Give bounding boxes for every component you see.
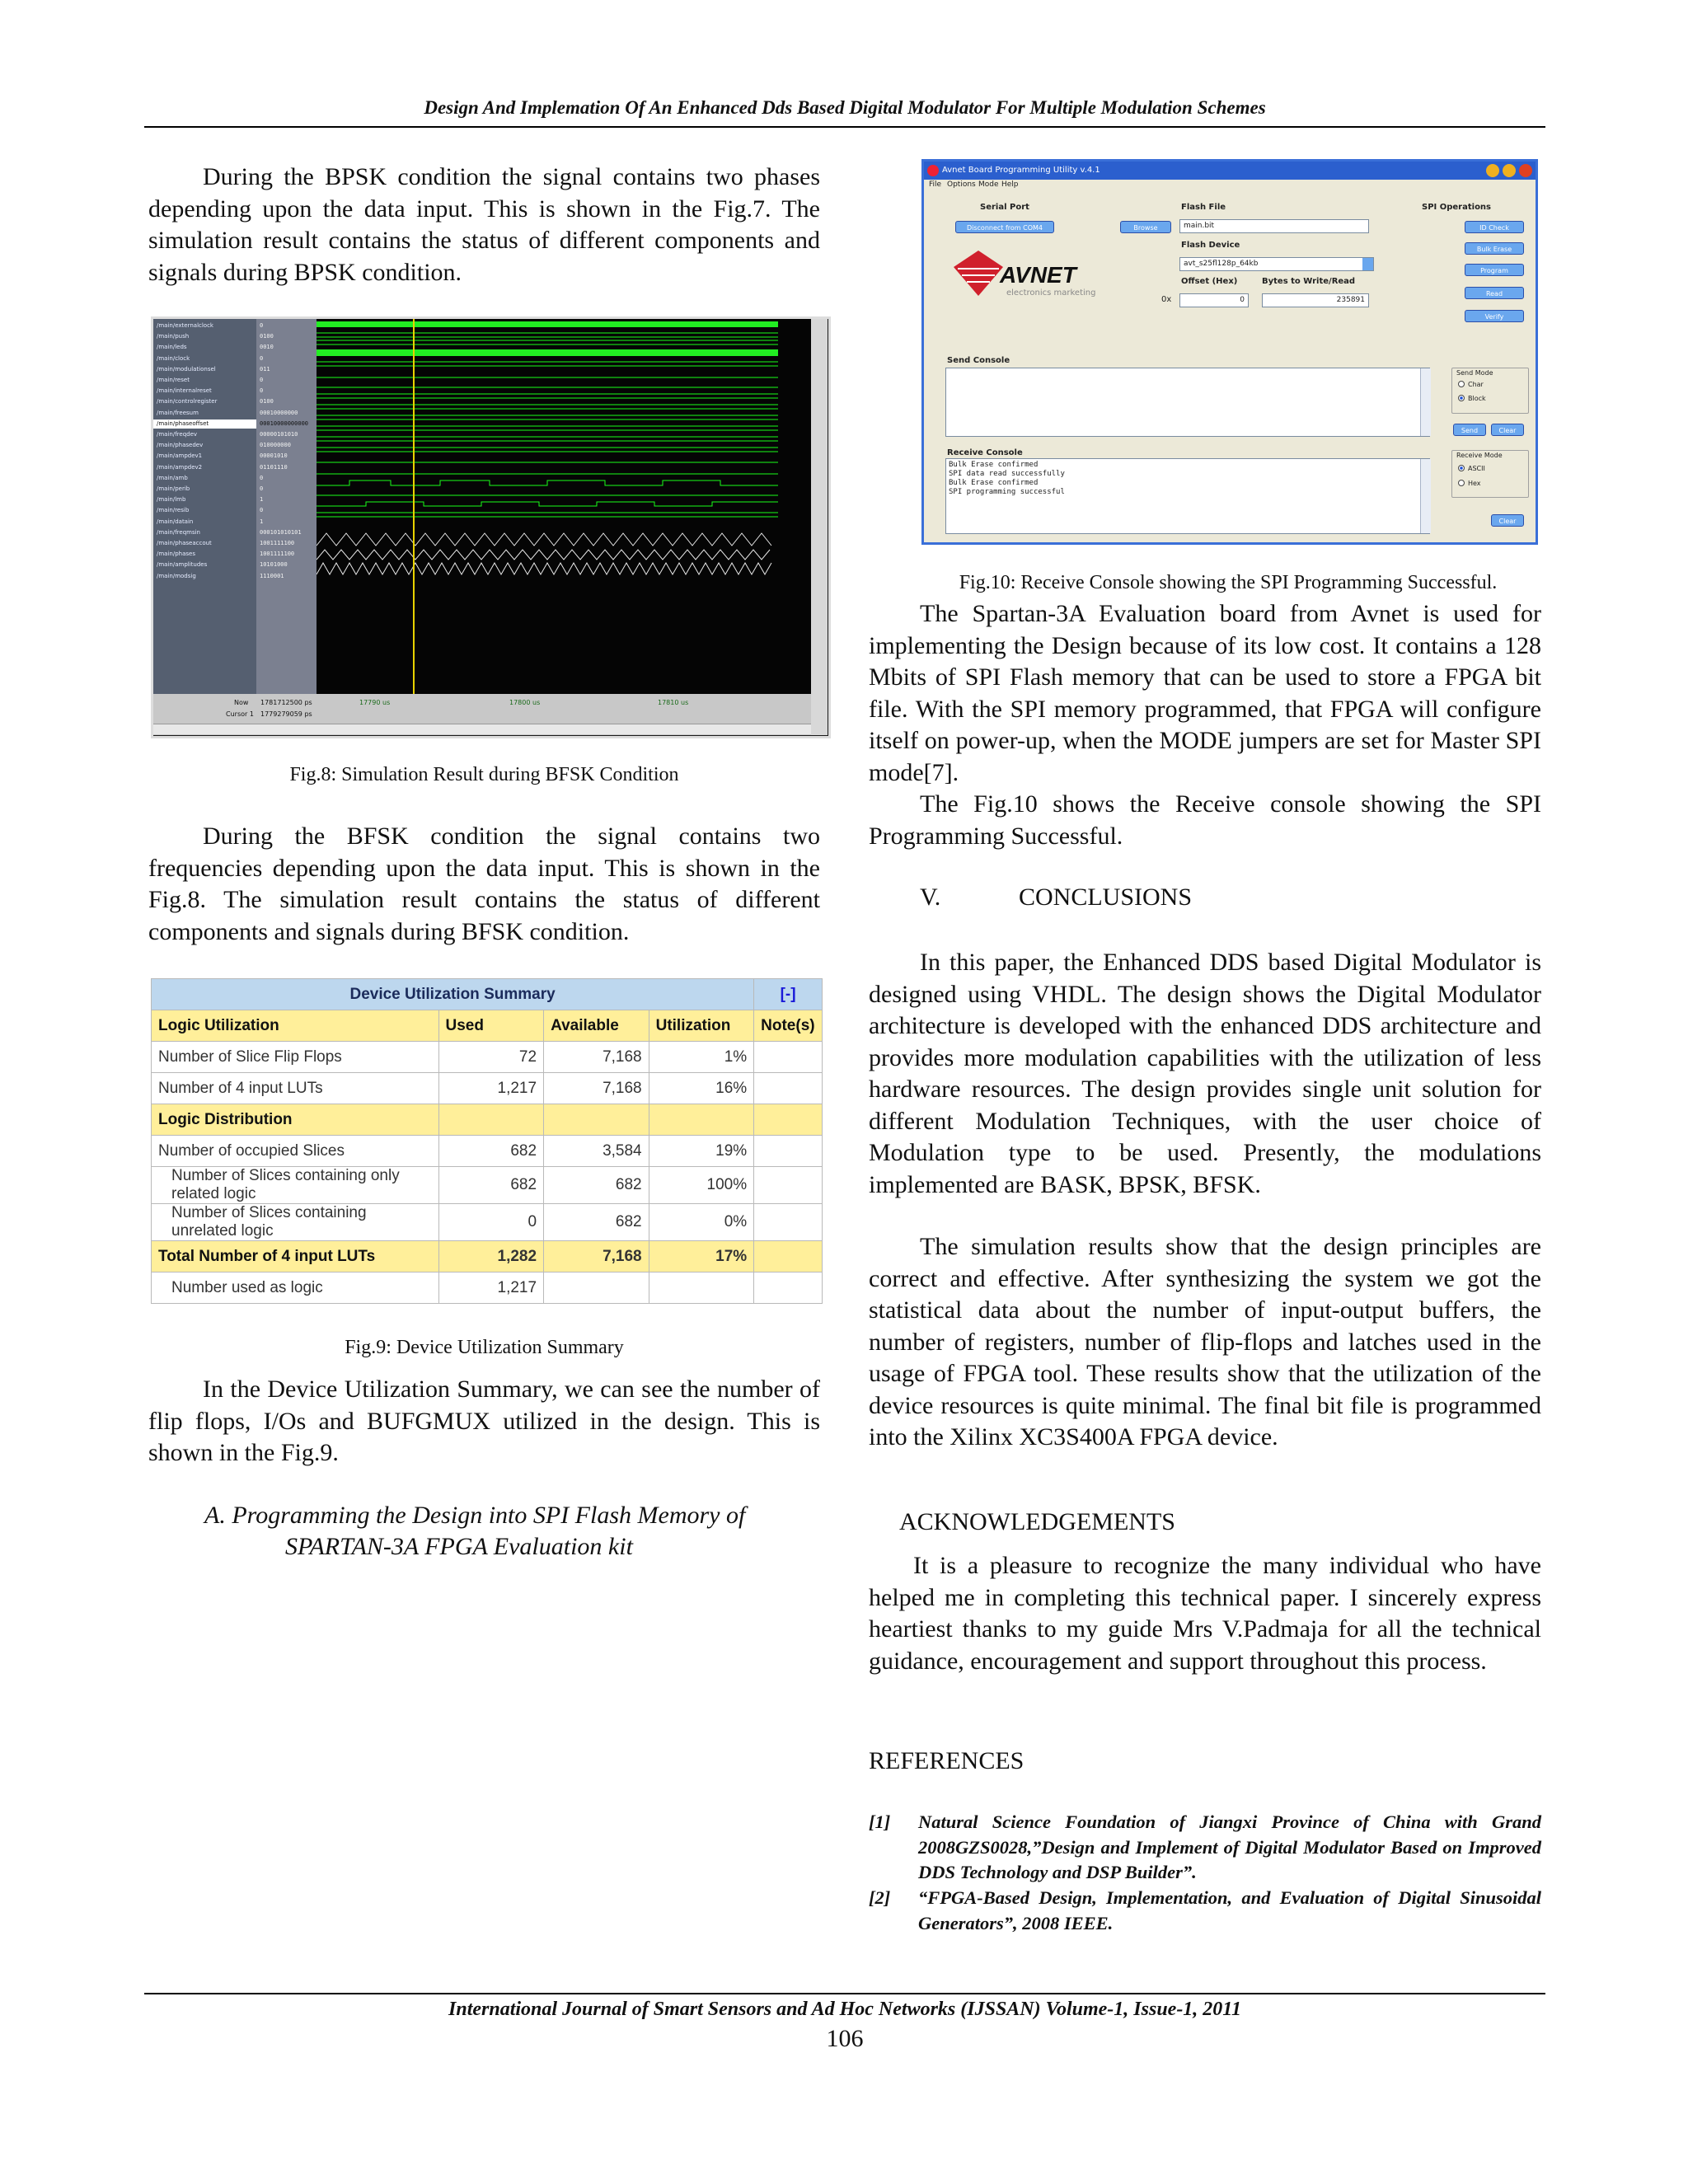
send-mode-label: Send Mode [1456, 369, 1493, 377]
table-row: Number of Slices containing unrelated logic 0 682 0% [152, 1204, 823, 1241]
signal-name[interactable]: /main/ampdev2 [157, 463, 203, 471]
header-rule [144, 126, 1545, 128]
flash-device-label: Flash Device [1181, 241, 1240, 250]
time-label-1: 17790 us [359, 699, 391, 706]
signal-value: 0 [260, 322, 264, 329]
collapse-toggle[interactable]: [-] [754, 979, 823, 1010]
fig9-caption: Fig.9: Device Utilization Summary [345, 1337, 624, 1358]
program-button[interactable]: Program [1465, 264, 1524, 276]
send-console-scrollbar[interactable] [1420, 368, 1431, 436]
receive-mode-ascii[interactable]: ASCII [1458, 465, 1485, 472]
signal-value: 1001111100 [260, 540, 295, 546]
table-row: Number of Slices containing only related logic 682 682 100% [152, 1167, 823, 1204]
receive-mode-label: Receive Mode [1456, 452, 1503, 459]
paragraph-device: In the Device Utilization Summary, we can see the number of flip flops, I/Os and BUFGMUX utilized in the design. This is shown in the Fig.9. [148, 1376, 820, 1466]
now-value: 1781712500 ps [260, 699, 312, 706]
table-title: Device Utilization Summary [152, 979, 754, 1010]
signal-value: 0010 [260, 344, 274, 351]
signal-name[interactable]: /main/resib [157, 507, 190, 514]
send-console[interactable] [945, 368, 1430, 437]
signal-name[interactable]: /main/clock [157, 354, 190, 362]
conclusions-number: V. [920, 883, 941, 911]
fig10-caption: Fig.10: Receive Console showing the SPI Programming Successful. [959, 572, 1498, 593]
offset-label: Offset (Hex) [1181, 277, 1238, 286]
signal-name[interactable]: /main/amb [157, 474, 188, 481]
header-available: Available [544, 1010, 649, 1042]
waveform-panel [316, 319, 811, 694]
table-row: Number used as logic 1,217 [152, 1272, 823, 1304]
chevron-down-icon[interactable] [1362, 258, 1373, 270]
menu-mode[interactable]: Mode [978, 180, 999, 189]
signal-value: 01101110 [260, 463, 288, 471]
send-mode-char[interactable]: Char [1458, 381, 1484, 388]
signal-value: 1 [260, 496, 264, 504]
signal-value: 1001111100 [260, 551, 295, 558]
paragraph-conclusion-2: The simulation results show that the design principles are correct and effective. After synthesizing the system we got the statistical data about the number of input-output buffers, the number of registers, number of flip-flops and latches used in the usage of FPGA tool. These results show that the utilization of the device resources is quite minimal. The final bit file is programmed into the Xilinx XC3S400A FPGA device. [869, 1233, 1541, 1451]
flash-device-select[interactable]: avt_s25fl128p_64kb [1179, 257, 1374, 271]
signal-value: 1110001 [260, 572, 284, 579]
signal-value: 0 [260, 377, 264, 383]
app-icon [927, 165, 939, 176]
signal-name[interactable]: /main/internalreset [157, 387, 212, 395]
signal-value: 0 [260, 474, 264, 481]
sim-status-bar [153, 694, 811, 735]
browse-button[interactable]: Browse [1120, 221, 1171, 233]
signal-value: 0 [260, 507, 264, 514]
signal-name[interactable]: /main/ampdev1 [157, 452, 203, 460]
signal-name[interactable]: /main/controlregister [157, 398, 218, 405]
signal-name[interactable]: /main/push [157, 333, 190, 340]
waveform-traces [316, 321, 778, 517]
journal-footer: International Journal of Smart Sensors and Ad Hoc Networks (IJSSAN) Volume-1, Issue-1, 2011 [448, 1999, 1241, 2020]
conclusions-heading: CONCLUSIONS [1019, 883, 1193, 911]
page-number: 106 [826, 2025, 864, 2052]
offset-input[interactable]: 0 [1179, 293, 1249, 307]
signal-value: 1 [260, 518, 264, 525]
signal-value: 00010000000000 [260, 419, 309, 427]
signal-name[interactable]: /main/phases [157, 551, 195, 558]
disconnect-button[interactable]: Disconnect from COM4 [955, 221, 1054, 233]
paragraph-spartan: The Spartan-3A Evaluation board from Avnet is used for implementing the Design because of its low cost. It contains a 128 Mbits of SPI Flash memory that can be used to store a FPGA bit file. With the SPI memory programmed, that FPGA will configure itself on power-up, when the MODE jumpers are set for Master SPI mode[7]. [869, 600, 1541, 786]
flash-file-input[interactable]: main.bit [1179, 219, 1369, 233]
signal-value: 00010000000 [260, 409, 298, 416]
flash-file-label: Flash File [1181, 203, 1226, 212]
receive-console[interactable]: Bulk Erase confirmed SPI data read successfully Bulk Erase confirmed SPI programming successful [945, 458, 1430, 534]
simulation-figure [151, 316, 831, 738]
signal-value: 0 [260, 354, 264, 362]
signal-value: 0100 [260, 333, 274, 340]
send-clear-button[interactable]: Clear [1491, 424, 1524, 436]
signal-name[interactable]: /main/phaseoffset [157, 419, 209, 427]
paragraph-bfsk: During the BFSK condition the signal contains two frequencies depending upon the data input. This is shown in the Fig.8. The simulation result contains the status of different components and signals during BFSK condition. [148, 823, 820, 945]
waveform-svg [316, 319, 811, 694]
signal-name[interactable]: /main/leds [157, 344, 187, 351]
table-total-row: Total Number of 4 input LUTs 1,282 7,168 17% [152, 1241, 823, 1272]
table-row: Number of 4 input LUTs 1,217 7,168 16% [152, 1073, 823, 1104]
analog-traces [316, 533, 771, 574]
cursor-label: Cursor 1 [226, 710, 254, 718]
bytes-input[interactable]: 235891 [1262, 293, 1369, 307]
sim-horizontal-scrollbar[interactable] [153, 724, 811, 734]
avnet-logo-text: AVNET [1000, 262, 1076, 288]
signal-name[interactable]: /main/modsig [157, 572, 196, 579]
sim-vertical-scrollbar[interactable] [811, 319, 828, 735]
signal-value: 0 [260, 485, 264, 492]
bytes-label: Bytes to Write/Read [1262, 277, 1356, 286]
id-check-button[interactable]: ID Check [1465, 221, 1524, 233]
signal-name[interactable]: /main/perib [157, 485, 190, 492]
send-button[interactable]: Send [1453, 424, 1486, 436]
signal-values-panel [256, 319, 316, 694]
signal-name[interactable]: /main/freqmsin [157, 528, 200, 536]
header-used: Used [438, 1010, 544, 1042]
signal-name[interactable]: /main/modulationsel [157, 365, 216, 373]
signal-value: 010000000 [260, 442, 291, 449]
table-row: Number of Slice Flip Flops 72 7,168 1% [152, 1042, 823, 1073]
acknowledgements-heading: ACKNOWLEDGEMENTS [899, 1508, 1175, 1535]
maximize-icon[interactable] [1503, 164, 1516, 177]
header-utilization: Utilization [649, 1010, 754, 1042]
signal-name[interactable]: /main/amplitudes [157, 561, 208, 569]
signal-value: 00000101010 [260, 431, 298, 438]
signal-value: 10101000 [260, 561, 288, 569]
signal-value: 000101010101 [260, 528, 302, 536]
signal-name[interactable]: /main/freesum [157, 409, 199, 416]
verify-button[interactable]: Verify [1465, 310, 1524, 322]
subsection-heading: A. Programming the Design into SPI Flash Memory of SPARTAN-3A FPGA Evaluation kit [204, 1502, 746, 1560]
paragraph-conclusion-1: In this paper, the Enhanced DDS based Digital Modulator is designed using VHDL. The design shows the Digital Modulator architecture is developed with the enhanced DDS architecture and provides more modulation capabilities with the utilization of less hardware resources. The design provides single unit solution for different Modulation Techniques, with the user choice of Modulation type to be used. Presently, the modulations implemented are BASK, BPSK, BFSK. [869, 949, 1541, 1198]
table-row: Number of occupied Slices 682 3,584 19% [152, 1136, 823, 1167]
signal-name[interactable]: /main/freqdev [157, 431, 198, 438]
offset-prefix: 0x [1161, 295, 1172, 304]
time-label-2: 17800 us [509, 699, 541, 706]
signal-value: 0100 [260, 398, 274, 405]
receive-console-label: Receive Console [947, 448, 1023, 457]
receive-console-scrollbar[interactable] [1420, 459, 1431, 533]
paragraph-fig10: The Fig.10 shows the Receive console showing the SPI Programming Successful. [869, 790, 1541, 850]
menu-help[interactable]: Help [1001, 180, 1019, 189]
spi-operations-label: SPI Operations [1422, 203, 1492, 212]
send-mode-block[interactable]: Block [1458, 395, 1486, 402]
references-heading: REFERENCES [869, 1747, 1025, 1774]
send-console-label: Send Console [947, 356, 1010, 365]
device-utilization-table [151, 978, 823, 1304]
table-section-row: Logic Distribution [152, 1104, 823, 1136]
minimize-icon[interactable] [1486, 164, 1499, 177]
running-header: Design And Implemation Of An Enhanced Dds Based Digital Modulator For Multiple Modulation Schemes [424, 97, 1266, 118]
menu-bar [924, 180, 1536, 191]
bulk-erase-button[interactable]: Bulk Erase [1465, 242, 1524, 255]
signal-name[interactable]: /main/lmb [157, 496, 186, 504]
paragraph-acknowledgement: It is a pleasure to recognize the many individual who have helped me in completing this technical paper. I sincerely express heartiest thanks to my guide Mrs V.Padmaja for all the technical guidance, encouragement and support throughout this process. [869, 1552, 1541, 1675]
close-icon[interactable] [1519, 164, 1532, 177]
signal-names-panel [153, 319, 256, 694]
paragraph-bpsk: During the BPSK condition the signal contains two phases depending upon the data input. This is shown in the Fig.7. The simulation result contains the status of different components and signals during BPSK condition. [148, 163, 820, 286]
signal-name[interactable]: /main/phaseaccout [157, 540, 212, 546]
receive-mode-hex[interactable]: Hex [1458, 480, 1481, 487]
header-logic-utilization: Logic Utilization [152, 1010, 439, 1042]
menu-options[interactable]: Options [947, 180, 976, 189]
footer-rule [144, 1993, 1545, 1994]
signal-value: 011 [260, 365, 270, 373]
reference-item: [2] “FPGA-Based Design, Implementation, and Evaluation of Digital Sinusoidal Generators”, 2008 IEEE. [869, 1887, 1541, 1933]
time-label-3: 17810 us [658, 699, 689, 706]
receive-clear-button[interactable]: Clear [1491, 514, 1524, 527]
reference-item: [1] Natural Science Foundation of Jiangxi Province of China with Grand 2008GZS0028,”Design and Implement of Digital Modulator Based on Improved DDS Technology and DSP Builder”. [869, 1811, 1541, 1882]
read-button[interactable]: Read [1465, 287, 1524, 299]
signal-value: 00001010 [260, 452, 288, 460]
signal-name[interactable]: /main/externalclock [157, 322, 213, 329]
serial-port-label: Serial Port [980, 203, 1029, 212]
signal-value: 0 [260, 387, 264, 395]
signal-name[interactable]: /main/datain [157, 518, 194, 525]
avnet-logo-subtitle: electronics marketing [1006, 288, 1096, 298]
header-notes: Note(s) [754, 1010, 823, 1042]
menu-file[interactable]: File [929, 180, 942, 189]
cursor-value: 1779279059 ps [260, 710, 312, 718]
signal-name[interactable]: /main/reset [157, 377, 190, 383]
now-label: Now [234, 699, 249, 706]
spi-programming-window [921, 159, 1538, 545]
table-header-row [152, 1010, 823, 1042]
fig8-caption: Fig.8: Simulation Result during BFSK Condition [289, 764, 679, 785]
window-titlebar: Avnet Board Programming Utility v.4.1 [924, 162, 1536, 180]
signal-name[interactable]: /main/phasedev [157, 442, 204, 449]
